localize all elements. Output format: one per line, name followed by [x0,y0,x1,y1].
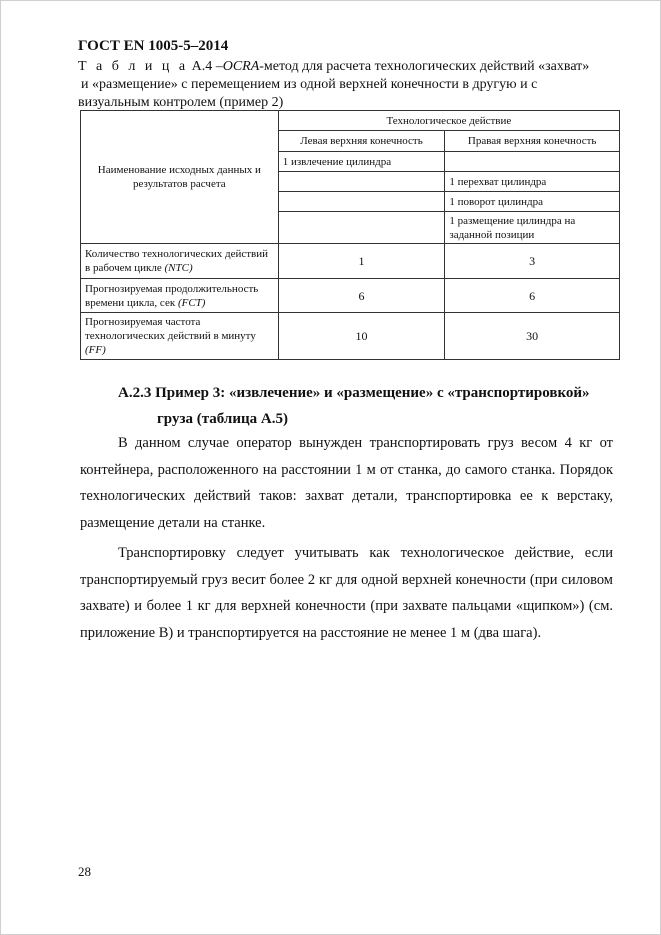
table-left-header: Левая верхняя конечность [278,131,445,152]
action-right-cell: 1 поворот цилиндра [445,192,620,212]
row-right-value: 3 [445,244,620,279]
action-left-cell: 1 извлечение цилиндра [278,152,445,172]
action-left-cell [278,172,445,192]
section-heading [118,380,618,432]
action-left-cell [278,192,445,212]
row-label: Прогнозируемая частота технологических действий в минуту (FF) [81,313,279,360]
row-label: Прогнозируемая продолжительность времени цикла, сек (FCT) [81,279,279,313]
caption-line2: и «размещение» с перемещением из одной верхней конечности в другую и с [81,77,538,92]
table-group-header: Технологическое действие [278,111,619,131]
standard-code: ГОСТ EN 1005-5–2014 [78,38,229,54]
caption-line3: визуальным контролем (пример 2) [78,95,284,110]
row-right-value: 30 [445,313,620,360]
caption-number: А.4 – [191,59,223,74]
section-heading-line1: А.2.3 Пример 3: «извлечение» и «размещение» с «транспортировкой» [118,385,590,401]
row-left-value: 1 [278,244,445,279]
action-right-cell [445,152,620,172]
table-caption [78,58,623,112]
table-row [81,279,620,313]
page-number: 28 [78,864,91,879]
table-row [81,313,620,360]
row-left-value: 6 [278,279,445,313]
action-right-cell: 1 перехват цилиндра [445,172,620,192]
table-col0-header: Наименование исходных данных и результатов расчета [81,111,279,244]
caption-label: Т а б л и ц а [78,59,189,74]
row-left-value: 10 [278,313,445,360]
paragraph: В данном случае оператор вынужден транспортировать груз весом 4 кг от контейнера, расположенного на расстоянии 1 м от станка, до самого станка. Порядок технологических действий таков: захват детали, транспортировка ее к верстаку, размещение детали на станке. [80,435,613,531]
caption-line1: -метод для расчета технологических действий «захват» [259,59,590,74]
action-right-cell: 1 размещение цилиндра на заданной позиции [445,212,620,244]
paragraph: Транспортировку следует учитывать как технологическое действие, если транспортируемый груз весит более 2 кг для одной верхней конечности (при силовом захвате) и более 1 кг для верхней конечности (при захвате пальцами «щипком») (см. приложение В) и транспортируется на расстояние не менее 1 м (два шага). [80,545,613,641]
action-left-cell [278,212,445,244]
body-text [80,430,613,650]
table-right-header: Правая верхняя конечность [445,131,620,152]
row-right-value: 6 [445,279,620,313]
ocra-table [80,110,620,360]
table-row [81,244,620,279]
section-heading-line2: груза (таблица А.5) [157,411,288,427]
caption-method: OCRA [222,59,260,74]
row-label: Количество технологических действий в рабочем цикле (NTC) [81,244,279,279]
